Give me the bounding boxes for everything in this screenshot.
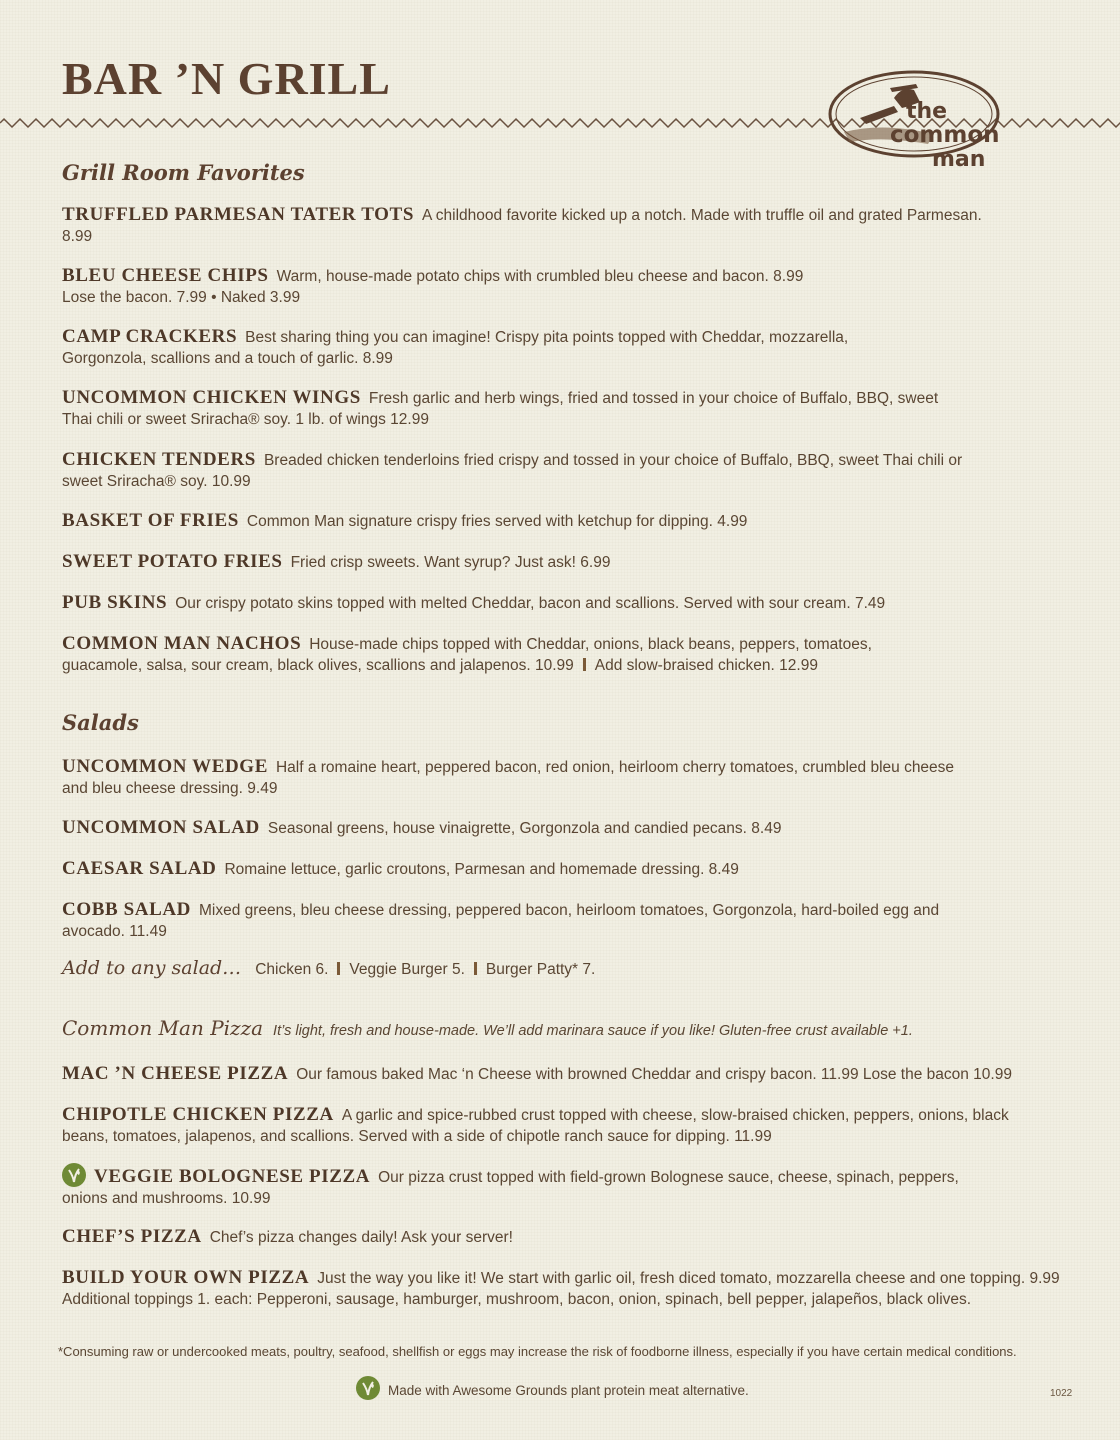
item-description: Just the way you like it! We start with garlic oil, fresh diced tomato, mozzarella cheese and one topping. 9.99 Additional toppings 1. each: Pepperoni, sausage, hamburger, mushroom, bacon, onion, spinach, bell pepper, jalapeños, black olives.	[62, 1270, 1060, 1308]
item-name: BASKET OF FRIES	[62, 510, 239, 531]
menu-item	[62, 1104, 1010, 1147]
menu-item	[62, 1163, 1000, 1209]
pizza-heading-line	[62, 1018, 1080, 1042]
menu-item	[62, 633, 940, 676]
menu-item	[62, 387, 950, 430]
menu-item	[62, 756, 980, 799]
vegan-leaf-icon	[62, 1163, 86, 1187]
menu-item	[62, 817, 1080, 839]
item-name: BUILD YOUR OWN PIZZA	[62, 1267, 310, 1288]
item-name: COMMON MAN NACHOS	[62, 633, 302, 654]
item-description: Half a romaine heart, peppered bacon, red onion, heirloom cherry tomatoes, crumbled bleu cheese and bleu cheese dressing. 9.49	[62, 759, 955, 797]
veg-legend-text: Made with Awesome Grounds plant protein meat alternative.	[388, 1383, 749, 1398]
item-description: Romaine lettuce, garlic croutons, Parmesan and homemade dressing. 8.49	[224, 861, 739, 878]
item-description: Mixed greens, bleu cheese dressing, peppered bacon, heirloom tomatoes, Gorgonzola, hard-boiled egg and avocado. 11.49	[62, 902, 940, 940]
item-description: Our pizza crust topped with field-grown Bolognese sauce, cheese, spinach, peppers, onions and mushrooms. 10.99	[62, 1169, 959, 1207]
separator-bar	[337, 962, 340, 975]
item-description: Our famous baked Mac ‘n Cheese with browned Cheddar and crispy bacon. 11.99 Lose the bacon 10.99	[296, 1066, 1012, 1083]
section-heading-pizza: Common Man Pizza	[62, 1016, 264, 1040]
logo-text-man: man	[932, 147, 986, 172]
item-name: CAMP CRACKERS	[62, 326, 238, 347]
menu-item	[62, 899, 1000, 942]
logo-text-the: the	[906, 99, 948, 124]
item-name: TRUFFLED PARMESAN TATER TOTS	[62, 204, 414, 225]
addon-item: Chicken 6.	[255, 961, 329, 978]
section-heading-grill: Grill Room Favorites	[62, 160, 305, 185]
menu-item	[62, 1267, 1086, 1310]
separator-bar	[583, 658, 586, 671]
common-man-logo	[824, 62, 1020, 172]
page-title: BAR ’N GRILL	[62, 53, 391, 104]
item-description: Our crispy potato skins topped with melted Cheddar, bacon and scallions. Served with sour cream. 7.49	[175, 595, 886, 612]
menu-item	[62, 510, 1080, 532]
item-addon: Add slow-braised chicken. 12.99	[594, 657, 818, 674]
item-description: House-made chips topped with Cheddar, onions, black beans, peppers, tomatoes, guacamole, salsa, sour cream, black olives, scallions and jalapenos. 10.99	[62, 636, 872, 674]
pizza-note: It’s light, fresh and house-made. We’ll add marinara sauce if you like! Gluten-free crust available +1.	[273, 1023, 913, 1039]
salad-addons	[62, 958, 1080, 980]
item-name: UNCOMMON CHICKEN WINGS	[62, 387, 361, 408]
item-name: SWEET POTATO FRIES	[62, 551, 283, 572]
item-description: A childhood favorite kicked up a notch. Made with truffle oil and grated Parmesan. 8.99	[62, 207, 982, 245]
item-name: CAESAR SALAD	[62, 858, 217, 879]
item-name: CHIPOTLE CHICKEN PIZZA	[62, 1104, 334, 1125]
item-name: CHEF’S PIZZA	[62, 1226, 202, 1247]
menu-item	[62, 1226, 1080, 1248]
item-description: A garlic and spice-rubbed crust topped with cheese, slow-braised chicken, peppers, onions, black beans, tomatoes, jalapenos, and scallions. Served with a side of chipotle ranch sauce for dipping. 11.99	[62, 1107, 1009, 1145]
addon-item: Burger Patty* 7.	[485, 961, 596, 978]
menu-code: 1022	[1050, 1388, 1073, 1399]
menu-item	[62, 265, 940, 308]
item-description: Chef’s pizza changes daily! Ask your server!	[209, 1229, 513, 1246]
menu-item	[62, 326, 920, 369]
item-name: PUB SKINS	[62, 592, 168, 613]
vegan-leaf-icon	[356, 1376, 380, 1400]
menu-item	[62, 592, 1080, 614]
menu-item	[62, 449, 1000, 492]
item-name: MAC ’N CHEESE PIZZA	[62, 1063, 289, 1084]
item-description: Fresh garlic and herb wings, fried and tossed in your choice of Buffalo, BBQ, sweet Thai chili or sweet Sriracha® soy. 1 lb. of wings 12.99	[62, 390, 939, 428]
section-heading-salads: Salads	[62, 710, 139, 735]
item-description: Best sharing thing you can imagine! Crispy pita points topped with Cheddar, mozzarella, Gorgonzola, scallions and a touch of garlic. 8.99	[62, 329, 849, 367]
addon-heading: Add to any salad…	[62, 957, 242, 979]
separator-bar	[474, 962, 477, 975]
item-name: BLEU CHEESE CHIPS	[62, 265, 269, 286]
item-name: CHICKEN TENDERS	[62, 449, 256, 470]
health-disclaimer: *Consuming raw or undercooked meats, poultry, seafood, shellfish or eggs may increase the risk of foodborne illness, especially if you have certain medical conditions.	[58, 1344, 1017, 1359]
menu-item	[62, 204, 990, 247]
menu-item	[62, 551, 1080, 573]
item-description: Seasonal greens, house vinaigrette, Gorgonzola and candied pecans. 8.49	[267, 820, 782, 837]
veg-legend	[356, 1376, 749, 1400]
item-name: UNCOMMON WEDGE	[62, 756, 268, 777]
item-description: Breaded chicken tenderloins fried crispy and tossed in your choice of Buffalo, BBQ, sweet Thai chili or sweet Sriracha® soy. 10.99	[62, 452, 963, 490]
item-variants: Lose the bacon. 7.99 • Naked 3.99	[62, 289, 301, 306]
menu-item	[62, 1063, 1080, 1085]
menu-item	[62, 858, 1080, 880]
item-name: UNCOMMON SALAD	[62, 817, 260, 838]
item-description: Fried crisp sweets. Want syrup? Just ask! 6.99	[290, 554, 611, 571]
item-description: Common Man signature crispy fries served with ketchup for dipping. 4.99	[246, 513, 748, 530]
addon-item: Veggie Burger 5.	[349, 961, 465, 978]
logo-text-common: common	[890, 122, 1000, 148]
item-name: VEGGIE BOLOGNESE PIZZA	[94, 1166, 371, 1187]
item-name: COBB SALAD	[62, 899, 191, 920]
item-description: Warm, house-made potato chips with crumbled bleu cheese and bacon. 8.99	[276, 268, 804, 285]
